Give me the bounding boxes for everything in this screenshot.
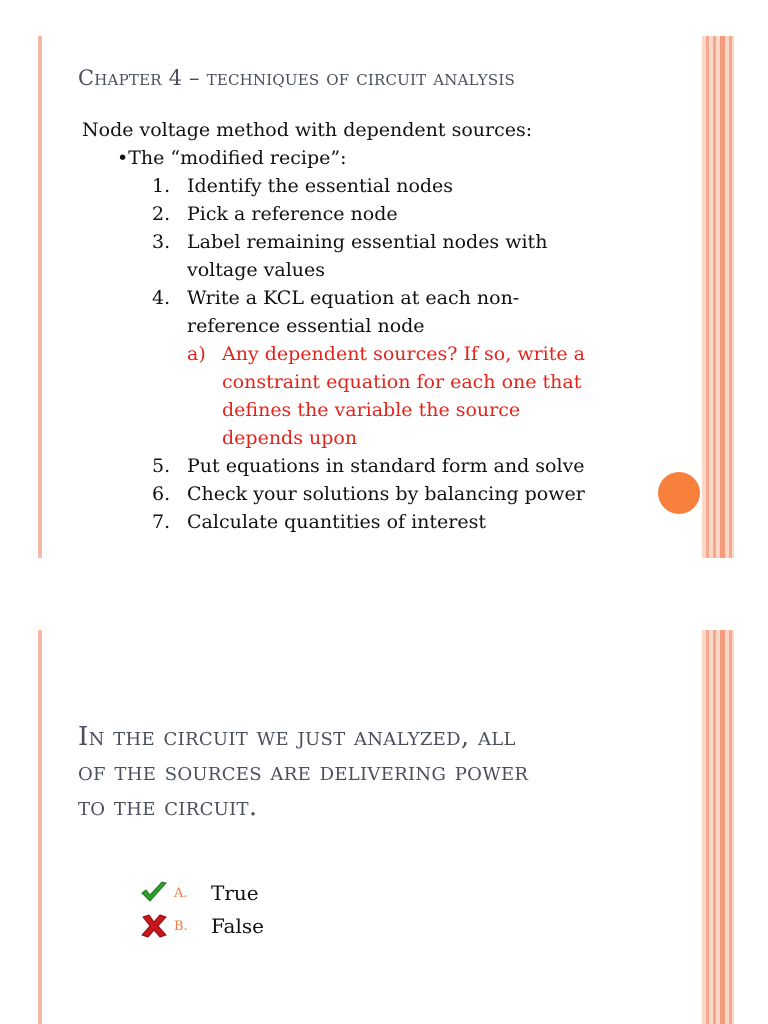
slide-2: In the circuit we just analyzed, all of the sources are delivering power to the circuit. A. True B. False <box>0 630 768 1024</box>
question-text: In the circuit we just analyzed, all of the sources are delivering power to the circuit. <box>78 722 529 822</box>
substep-a: a) Any dependent sources? If so, write a constraint equation for each one that defines the variable the source depends upon <box>187 343 585 449</box>
step-2: 2. Pick a reference node <box>152 203 398 225</box>
recipe-steps <box>82 172 682 536</box>
step-3: 3. Label remaining essential nodes with voltage values <box>152 231 548 281</box>
right-stripe-decoration <box>702 630 734 1024</box>
left-accent-bar <box>38 630 42 1024</box>
slide-1 <box>0 36 768 558</box>
right-stripe-decoration <box>702 36 734 558</box>
step-6: 6. Check your solutions by balancing power <box>152 483 585 505</box>
intro-line: Node voltage method with dependent sources: <box>82 119 533 141</box>
x-icon <box>140 914 168 938</box>
bullet-line: •The “modified recipe”: <box>117 147 347 169</box>
check-icon <box>140 881 168 905</box>
step-1: 1. Identify the essential nodes <box>152 175 454 197</box>
step-7: 7. Calculate quantities of interest <box>152 511 486 533</box>
slide-body <box>82 116 682 536</box>
step-4: 4. Write a KCL equation at each non- reference essential node <box>152 287 520 337</box>
step-5: 5. Put equations in standard form and solve <box>152 455 585 477</box>
left-accent-bar <box>38 36 42 558</box>
chapter-title: Chapter 4 – techniques of circuit analysis <box>78 66 515 90</box>
